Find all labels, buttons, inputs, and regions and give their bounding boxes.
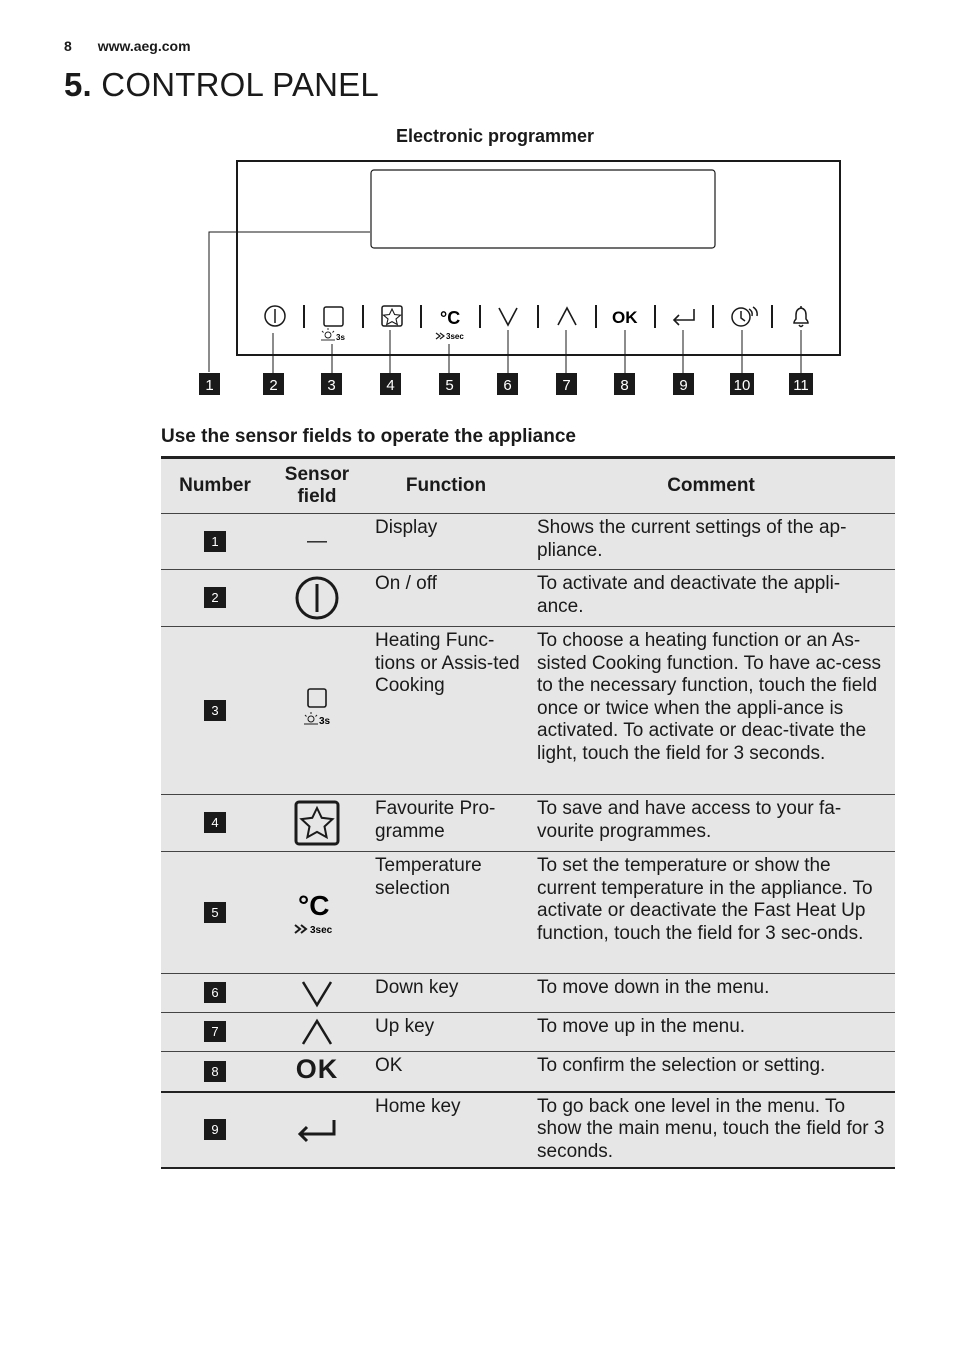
- favourite-star-icon: [382, 306, 402, 326]
- row-function: Up key: [375, 1016, 435, 1037]
- row-comment: To confirm the selection or setting.: [537, 1055, 826, 1076]
- callout-7: [556, 373, 577, 395]
- sensor-fields-table: [161, 456, 895, 1169]
- row-function: Home key: [375, 1095, 461, 1117]
- svg-text:5: 5: [445, 377, 454, 394]
- header-function: Function: [405, 475, 487, 496]
- row-function: Heating Func-tions or Assis-ted Cooking: [375, 630, 520, 696]
- callout-5: [439, 373, 460, 395]
- table-row: [161, 570, 895, 627]
- header-number: Number: [179, 475, 251, 496]
- ok-key-label: OK: [612, 308, 638, 327]
- display-dash-icon: —: [307, 529, 327, 552]
- light-icon: [304, 712, 318, 724]
- callout-10: [730, 373, 754, 395]
- temperature-symbol: °C: [440, 308, 461, 328]
- row-number-badge: 8: [204, 1061, 226, 1082]
- key-separators: [304, 305, 772, 328]
- ok-icon: OK: [295, 1054, 339, 1084]
- row-function: On / off: [375, 573, 437, 594]
- row-number-badge: 9: [204, 1119, 226, 1140]
- table-row: [161, 795, 895, 852]
- chevron-down-icon: [297, 978, 337, 1008]
- table-heading: Use the sensor fields to operate the appliance: [161, 426, 576, 447]
- row-comment: To go back one level in the menu. To show the main menu, touch the field for 3 seconds.: [537, 1095, 885, 1162]
- svg-text:9: 9: [679, 377, 688, 394]
- bell-icon: [794, 306, 808, 327]
- chevron-down-icon: [499, 308, 517, 325]
- row-number-badge: 6: [204, 982, 226, 1003]
- row-comment: To save and have access to your fa-vourite programmes.: [537, 798, 842, 842]
- row-comment: To set the temperature or show the current temperature in the appliance. To activate or deactivate the Fast Heat Up function, touch the field for 3 sec-onds.: [537, 855, 873, 944]
- temperature-icon: [436, 308, 464, 341]
- callout-11: [789, 373, 813, 395]
- table-row: [161, 974, 895, 1013]
- table-row: [161, 1013, 895, 1052]
- control-panel-diagram: [0, 0, 954, 410]
- section-number: 5.: [64, 66, 92, 103]
- row-comment: Shows the current settings of the ap-pliance.: [537, 517, 847, 561]
- row-function: Down key: [375, 977, 459, 998]
- row-number-badge: 5: [204, 902, 226, 923]
- chevron-up-icon: [558, 308, 576, 325]
- svg-text:7: 7: [562, 377, 571, 394]
- leader-lines: [273, 330, 801, 373]
- fast-heat-3sec-label: 3sec: [446, 332, 464, 341]
- power-icon: [265, 306, 285, 326]
- row-comment: To choose a heating function or an As-sisted Cooking function. To have ac-cess to the necessary function, touch the field once or twice when the appli-ance is activated. To activate or deac-tivate the light, touch the field for 3 seconds.: [537, 630, 881, 764]
- header-sensor-field: Sensor field: [284, 464, 350, 507]
- svg-text:11: 11: [793, 377, 809, 394]
- leader-line-1: [209, 232, 370, 372]
- favourite-star-icon: [293, 799, 341, 847]
- table-header-row: [161, 458, 895, 514]
- chevron-up-icon: [297, 1017, 337, 1047]
- display-screen: [371, 170, 715, 248]
- callout-9: [673, 373, 694, 395]
- power-icon: [293, 574, 341, 622]
- row-number-badge: 1: [204, 531, 226, 552]
- light-3s-label: 3s: [319, 715, 331, 727]
- fast-heat-icon: [436, 333, 444, 339]
- row-comment: To move down in the menu.: [537, 977, 770, 998]
- section-name: CONTROL PANEL: [101, 66, 379, 103]
- home-return-icon: [294, 1115, 340, 1145]
- svg-text:2: 2: [269, 377, 278, 394]
- row-number-badge: 7: [204, 1021, 226, 1042]
- header-comment: Comment: [667, 475, 755, 496]
- callout-1: [199, 373, 220, 395]
- row-function: Display: [375, 517, 438, 538]
- temperature-symbol: °C: [298, 889, 330, 921]
- callout-8: [614, 373, 635, 395]
- light-icon: [321, 328, 335, 340]
- row-number-badge: 3: [204, 700, 226, 721]
- svg-text:4: 4: [386, 377, 395, 394]
- function-square-icon: [321, 307, 345, 342]
- svg-text:1: 1: [205, 377, 214, 394]
- home-return-icon: [674, 309, 694, 325]
- fast-heat-3sec-label: 3sec: [310, 924, 333, 936]
- diagram-title: Electronic programmer: [395, 126, 595, 146]
- callout-2: [263, 373, 284, 395]
- svg-text:3: 3: [327, 377, 336, 394]
- table-row: [161, 1092, 895, 1169]
- row-function: OK: [375, 1055, 403, 1076]
- table-row: [161, 1052, 895, 1092]
- svg-text:6: 6: [503, 377, 512, 394]
- table-row: [161, 514, 895, 570]
- row-number-badge: 4: [204, 812, 226, 833]
- row-comment: To move up in the menu.: [537, 1016, 746, 1037]
- row-comment: To activate and deactivate the appli-ance.: [537, 573, 841, 617]
- callout-6: [497, 373, 518, 395]
- row-function: Temperature selection: [375, 855, 482, 899]
- function-square-icon: [287, 686, 347, 736]
- table-row: [161, 852, 895, 974]
- timer-clock-icon: [732, 307, 757, 326]
- website-url: www.aeg.com: [97, 38, 191, 54]
- temperature-icon: [287, 887, 347, 939]
- svg-text:8: 8: [620, 377, 629, 394]
- table-row: [161, 627, 895, 795]
- callout-3: [321, 373, 342, 395]
- fast-heat-icon: [295, 925, 306, 933]
- callout-4: [380, 373, 401, 395]
- page-number: 8: [64, 38, 72, 54]
- row-number-badge: 2: [204, 587, 226, 608]
- svg-text:10: 10: [733, 377, 751, 394]
- light-3s-label: 3s: [336, 333, 345, 342]
- callout-badges: [199, 373, 813, 395]
- row-function: Favourite Pro-gramme: [375, 798, 496, 842]
